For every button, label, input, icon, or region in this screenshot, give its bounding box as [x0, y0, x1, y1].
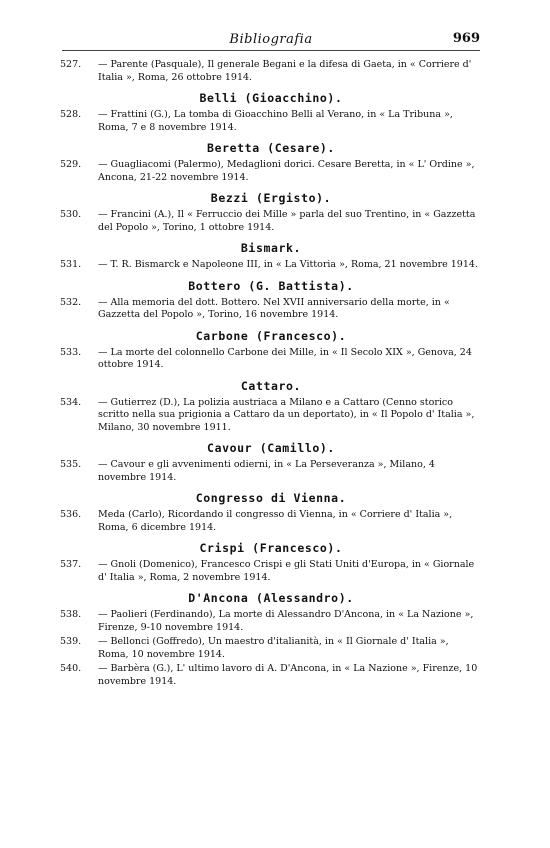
section-heading: Cattaro. — [240, 378, 302, 393]
entry-text: — Parente (Pasquale), Il generale Begani e la difesa di Gaeta, in « Corriere d' Italia », Roma, 26 ottobre 1914. — [98, 59, 472, 83]
bibliography-entry — [62, 59, 480, 84]
bibliography-entry — [62, 559, 480, 584]
entry-number: 533. — [60, 346, 82, 358]
entry-number: 530. — [60, 209, 82, 220]
bibliography-entry — [62, 259, 480, 272]
entry-text: — La morte del colonnello Carbone dei Mille, in « Il Secolo XIX », Genova, 24 ottobre 1914. — [98, 346, 472, 370]
section-heading: Congresso di Vienna. — [195, 491, 347, 505]
bibliography-body — [62, 59, 480, 688]
entry-text: — Frattini (G.), La tomba di Gioacchino Belli al Verano, in « La Tribuna », Roma, 7 e 8 novembre 1914. — [98, 109, 453, 133]
entry-number: 538. — [60, 609, 82, 620]
entry-text: Meda (Carlo), Ricordando il congresso di Vienna, in « Corriere d' Italia », Roma, 6 dicembre 1914. — [98, 509, 453, 533]
section-heading: Bismark. — [240, 241, 302, 255]
bibliography-entry — [62, 509, 480, 534]
section-heading: Belli (Gioacchino). — [199, 91, 343, 105]
section-heading: D'Ancona (Alessandro). — [188, 591, 354, 605]
entry-text: — Francini (A.), Il « Ferruccio dei Mille » parla del suo Trentino, in « Gazzetta del Popolo », Torino, 1 ottobre 1914. — [98, 209, 476, 233]
entry-text: — Gnoli (Domenico), Francesco Crispi e gli Stati Uniti d'Europa, in « Giornale d' Italia », Roma, 2 novembre 1914. — [98, 559, 475, 583]
section-heading: Bezzi (Ergisto). — [210, 191, 332, 205]
section-heading: Carbone (Francesco). — [195, 328, 347, 343]
entry-number: 540. — [60, 663, 82, 674]
bibliography-entry — [62, 209, 480, 234]
bibliography-entry — [62, 347, 480, 372]
entry-number: 539. — [60, 636, 82, 647]
entry-number: 536. — [60, 509, 82, 520]
entry-text: — T. R. Bismarck e Napoleone III, in « La Vittoria », Roma, 21 novembre 1914. — [98, 259, 478, 270]
bibliography-entry — [62, 397, 480, 435]
entry-text: — Paolieri (Ferdinando), La morte di Alessandro D'Ancona, in « La Nazione », Firenze, 9-10 novembre 1914. — [98, 609, 474, 633]
entry-text: — Barbèra (G.), L' ultimo lavoro di A. D'Ancona, in « La Nazione », Firenze, 10 novembre 1914. — [98, 663, 478, 687]
bibliography-entry — [62, 636, 480, 661]
bibliography-entry — [62, 109, 480, 134]
entry-text: — Alla memoria del dott. Bottero. Nel XVII anniversario della morte, in « Gazzetta del Popolo », Torino, 16 novembre 1914. — [98, 296, 450, 320]
page-number: 969 — [452, 31, 480, 46]
section-heading: Cavour (Camillo). — [207, 441, 335, 455]
entry-number: 537. — [60, 559, 82, 570]
entry-text: — Gutierrez (D.), La polizia austriaca a Milano e a Cattaro (Cenno storico scritto nella sua prigionia a Cattaro da un deportato), in « Il Popolo d' Italia », Milano, 30 novembre 1911. — [98, 396, 475, 433]
bibliography-entry — [62, 609, 480, 634]
bibliography-entry — [62, 459, 480, 484]
bibliography-entry — [62, 297, 480, 322]
entry-number: 528. — [60, 109, 82, 120]
section-heading: Bottero (G. Battista). — [188, 278, 354, 293]
page-header — [62, 28, 480, 51]
entry-number: 534. — [60, 396, 82, 408]
entry-number: 532. — [60, 296, 82, 308]
entry-number: 531. — [60, 259, 82, 270]
section-heading: Crispi (Francesco). — [199, 541, 343, 555]
entry-text: — Cavour e gli avvenimenti odierni, in « La Perseveranza », Milano, 4 novembre 1914. — [98, 459, 435, 483]
running-title: Bibliografia — [229, 32, 313, 47]
section-heading: Beretta (Cesare). — [207, 141, 335, 155]
entry-number: 527. — [60, 59, 82, 70]
entry-text: — Guagliacomi (Palermo), Medaglioni dorici. Cesare Beretta, in « L' Ordine », Ancona, 21-22 novembre 1914. — [98, 159, 475, 183]
entry-text: — Bellonci (Goffredo), Un maestro d'italianità, in « Il Giornale d' Italia », Roma, 10 novembre 1914. — [98, 636, 449, 660]
bibliography-entry — [62, 159, 480, 184]
entry-number: 535. — [60, 459, 82, 470]
entry-number: 529. — [60, 159, 82, 170]
bibliography-entry — [62, 663, 480, 688]
